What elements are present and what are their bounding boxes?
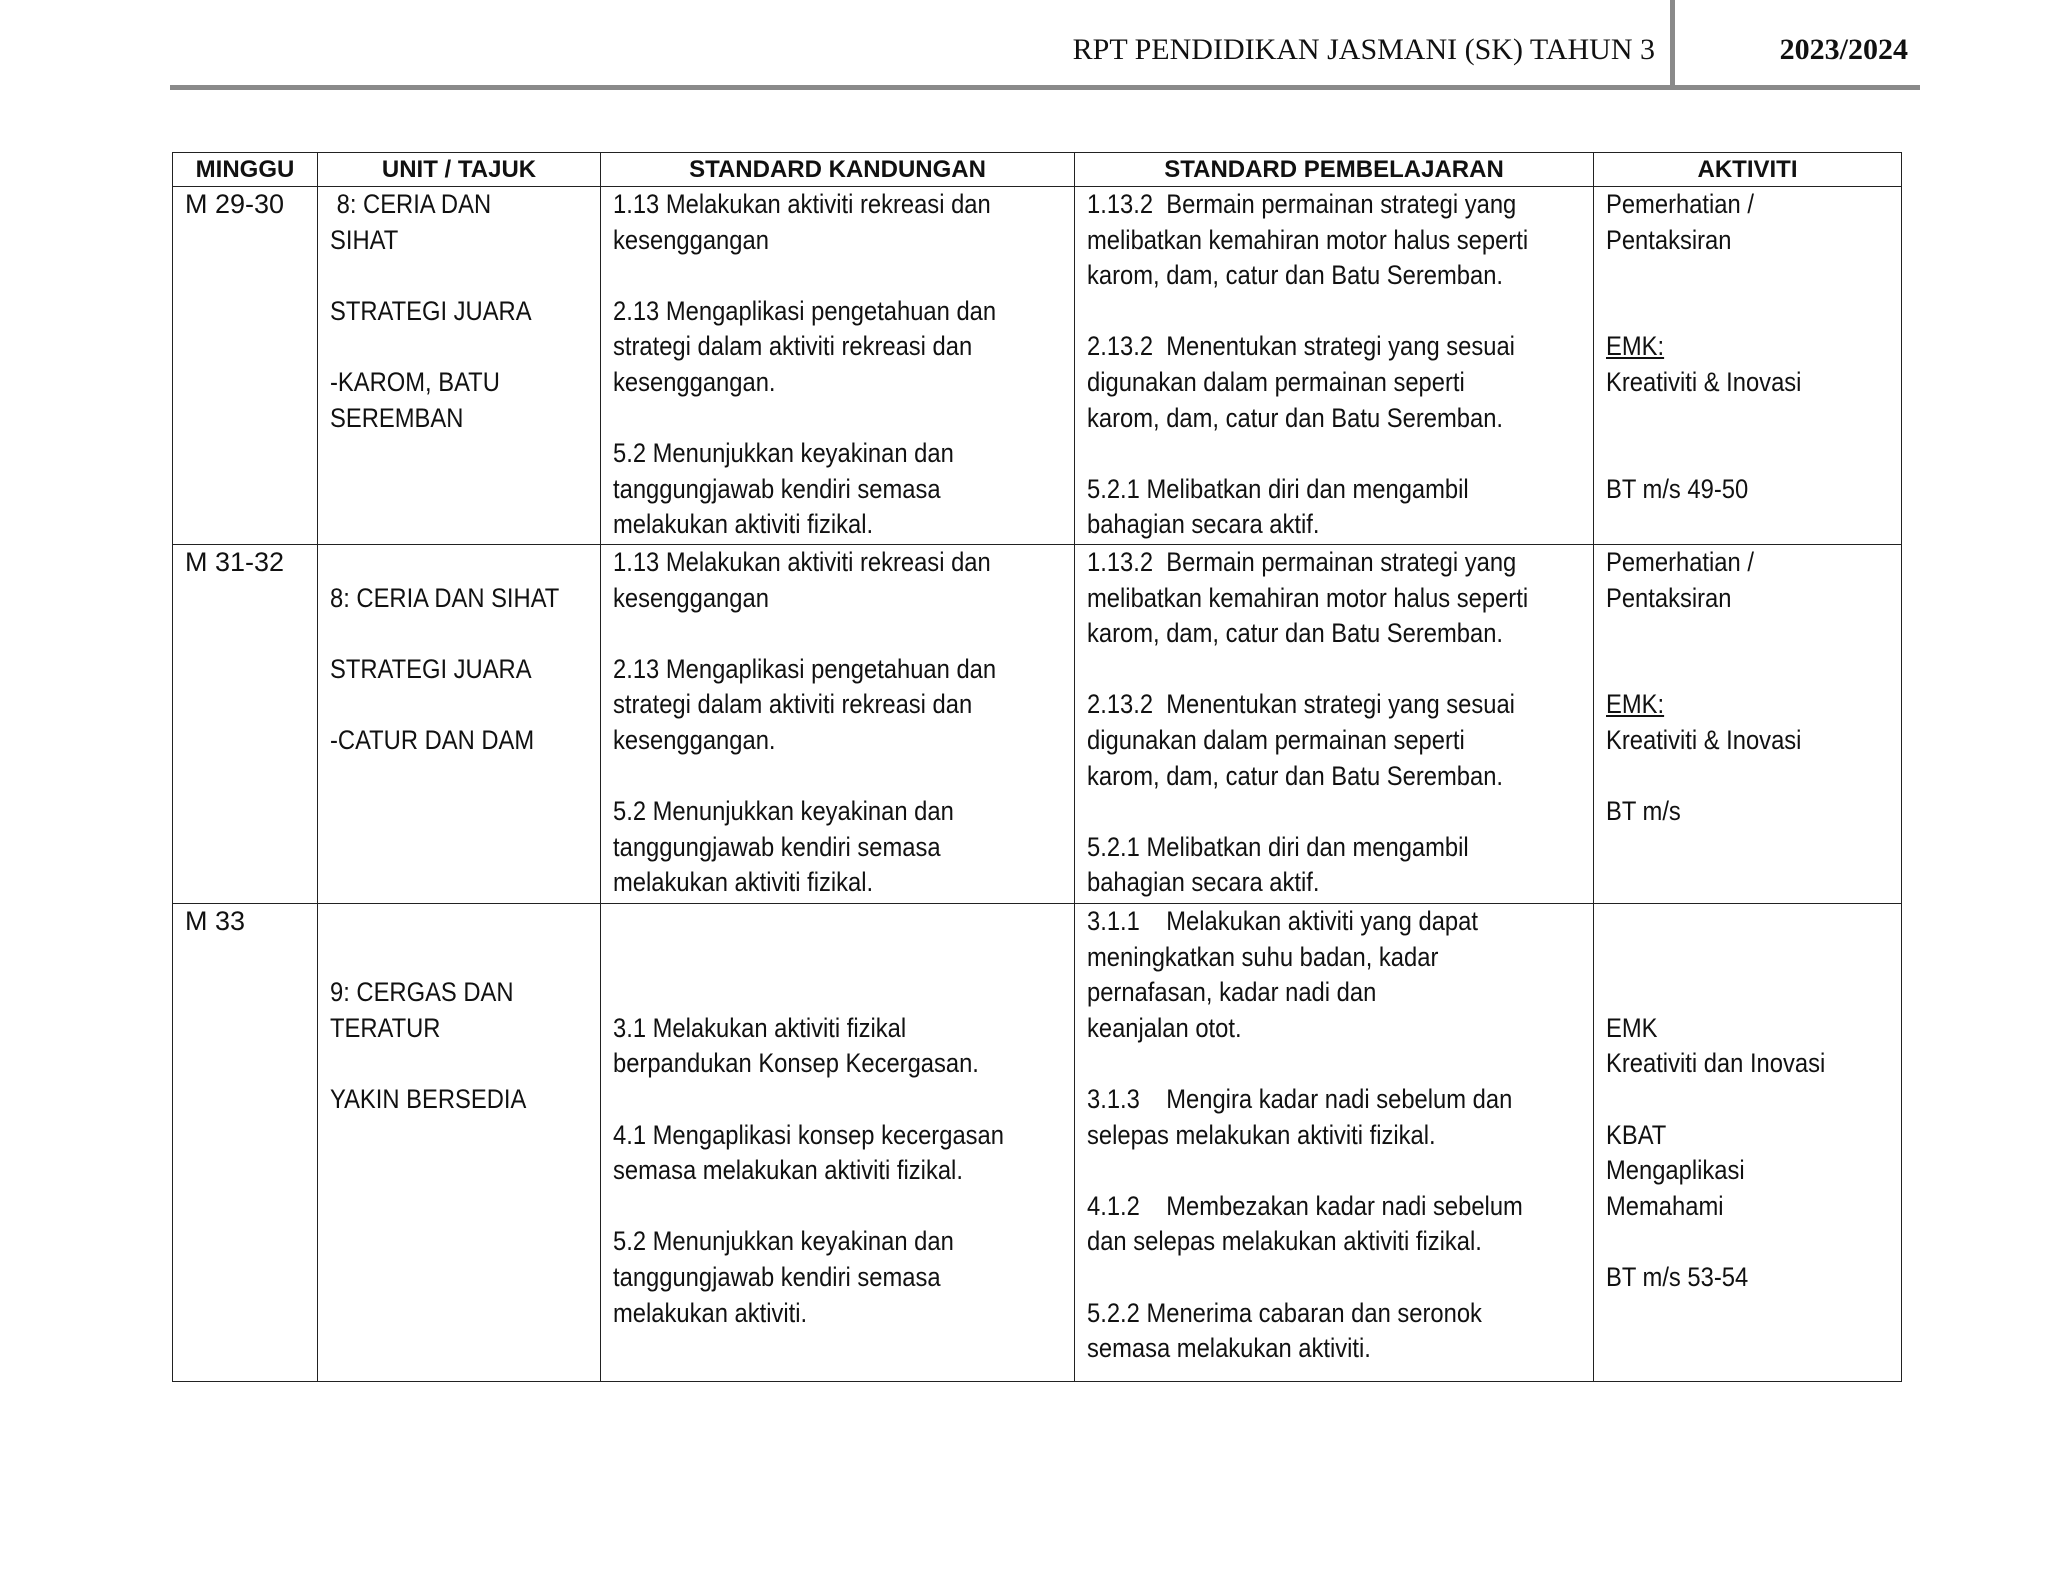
unit-cell — [318, 545, 601, 904]
pembelajaran-text: 3.1.1 Melakukan aktiviti yang dapat meningkatkan suhu badan, kadar pernafasan, kadar nadi dan keanjalan otot. 3.1.3 Mengira kadar nadi sebelum dan selepas melakukan aktiviti fizikal. 4.1.2 Membezakan kadar nadi sebelum dan selepas melakukan aktiviti fizikal. 5.2.2 Menerima cabaran dan seronok semasa melakukan aktiviti. — [1087, 906, 1523, 1364]
kandungan-cell — [601, 545, 1075, 904]
kandungan-cell — [601, 904, 1075, 1382]
rpt-table — [172, 152, 1902, 1382]
week-cell: M 33 — [173, 904, 318, 1382]
table-row — [173, 904, 1902, 1382]
unit-cell — [318, 187, 601, 545]
pembelajaran-text: 1.13.2 Bermain permainan strategi yang melibatkan kemahiran motor halus seperti karom, dam, catur dan Batu Seremban. 2.13.2 Menentukan strategi yang sesuai digunakan dalam permainan seperti karom, dam, catur dan Batu Seremban. 5.2.1 Melibatkan diri dan mengambil bahagian secara aktif. — [1087, 189, 1529, 540]
aktiviti-cell — [1594, 545, 1902, 904]
aktiviti-text: Pemerhatian / Pentaksiran — [1606, 189, 1754, 255]
aktiviti-cell — [1594, 187, 1902, 545]
pembelajaran-text: 1.13.2 Bermain permainan strategi yang melibatkan kemahiran motor halus seperti karom, dam, catur dan Batu Seremban. 2.13.2 Menentukan strategi yang sesuai digunakan dalam permainan seperti karom, dam, catur dan Batu Seremban. 5.2.1 Melibatkan diri dan mengambil bahagian secara aktif. — [1087, 547, 1529, 898]
emk-label: EMK: — [1606, 689, 1665, 720]
aktiviti-cell — [1594, 904, 1902, 1382]
kandungan-text: 1.13 Melakukan aktiviti rekreasi dan kesenggangan 2.13 Mengaplikasi pengetahuan dan strategi dalam aktiviti rekreasi dan kesenggangan. 5.2 Menunjukkan keyakinan dan tanggungjawab kendiri semasa melakukan aktiviti fizikal. — [613, 189, 997, 540]
document-title: RPT PENDIDIKAN JASMANI (SK) TAHUN 3 — [1072, 33, 1655, 66]
kandungan-text: 1.13 Melakukan aktiviti rekreasi dan kesenggangan 2.13 Mengaplikasi pengetahuan dan strategi dalam aktiviti rekreasi dan kesenggangan. 5.2 Menunjukkan keyakinan dan tanggungjawab kendiri semasa melakukan aktiviti fizikal. — [613, 547, 997, 898]
kandungan-text: 3.1 Melakukan aktiviti fizikal berpandukan Konsep Kecergasan. 4.1 Mengaplikasi konsep kecergasan semasa melakukan aktiviti fizikal. 5.2 Menunjukkan keyakinan dan tanggungjawab kendiri semasa melakukan aktiviti. — [613, 1012, 1004, 1328]
document-year: 2023/2024 — [1779, 33, 1908, 66]
table-row — [173, 187, 1902, 545]
pembelajaran-cell — [1075, 545, 1594, 904]
column-header-standard-kandungan: STANDARD KANDUNGAN — [601, 153, 1075, 187]
table-header-row — [173, 153, 1902, 187]
column-header-minggu: MINGGU — [173, 153, 318, 187]
unit-text: 8: CERIA DAN SIHAT STRATEGI JUARA -CATUR DAN DAM — [330, 582, 560, 755]
aktiviti-text-bottom: Kreativiti & Inovasi BT m/s 49-50 — [1606, 366, 1802, 504]
aktiviti-text: EMK Kreativiti dan Inovasi KBAT Mengaplikasi Memahami BT m/s 53-54 — [1606, 1012, 1826, 1292]
unit-cell — [318, 904, 601, 1382]
week-cell: M 29-30 — [173, 187, 318, 545]
column-header-aktiviti: AKTIVITI — [1594, 153, 1902, 187]
week-cell: M 31-32 — [173, 545, 318, 904]
pembelajaran-cell — [1075, 904, 1594, 1382]
aktiviti-text-bottom: Kreativiti & Inovasi BT m/s — [1606, 724, 1802, 827]
unit-text: 9: CERGAS DAN TERATUR YAKIN BERSEDIA — [330, 977, 527, 1114]
page-header — [170, 30, 1920, 90]
pembelajaran-cell — [1075, 187, 1594, 545]
column-header-unit-tajuk: UNIT / TAJUK — [318, 153, 601, 187]
aktiviti-text: Pemerhatian / Pentaksiran — [1606, 547, 1754, 613]
table-row — [173, 545, 1902, 904]
kandungan-cell — [601, 187, 1075, 545]
column-header-standard-pembelajaran: STANDARD PEMBELAJARAN — [1075, 153, 1594, 187]
header-divider — [1670, 0, 1675, 85]
emk-label: EMK: — [1606, 331, 1665, 362]
unit-text: 8: CERIA DAN SIHAT STRATEGI JUARA -KAROM, BATU SEREMBAN — [330, 189, 532, 433]
